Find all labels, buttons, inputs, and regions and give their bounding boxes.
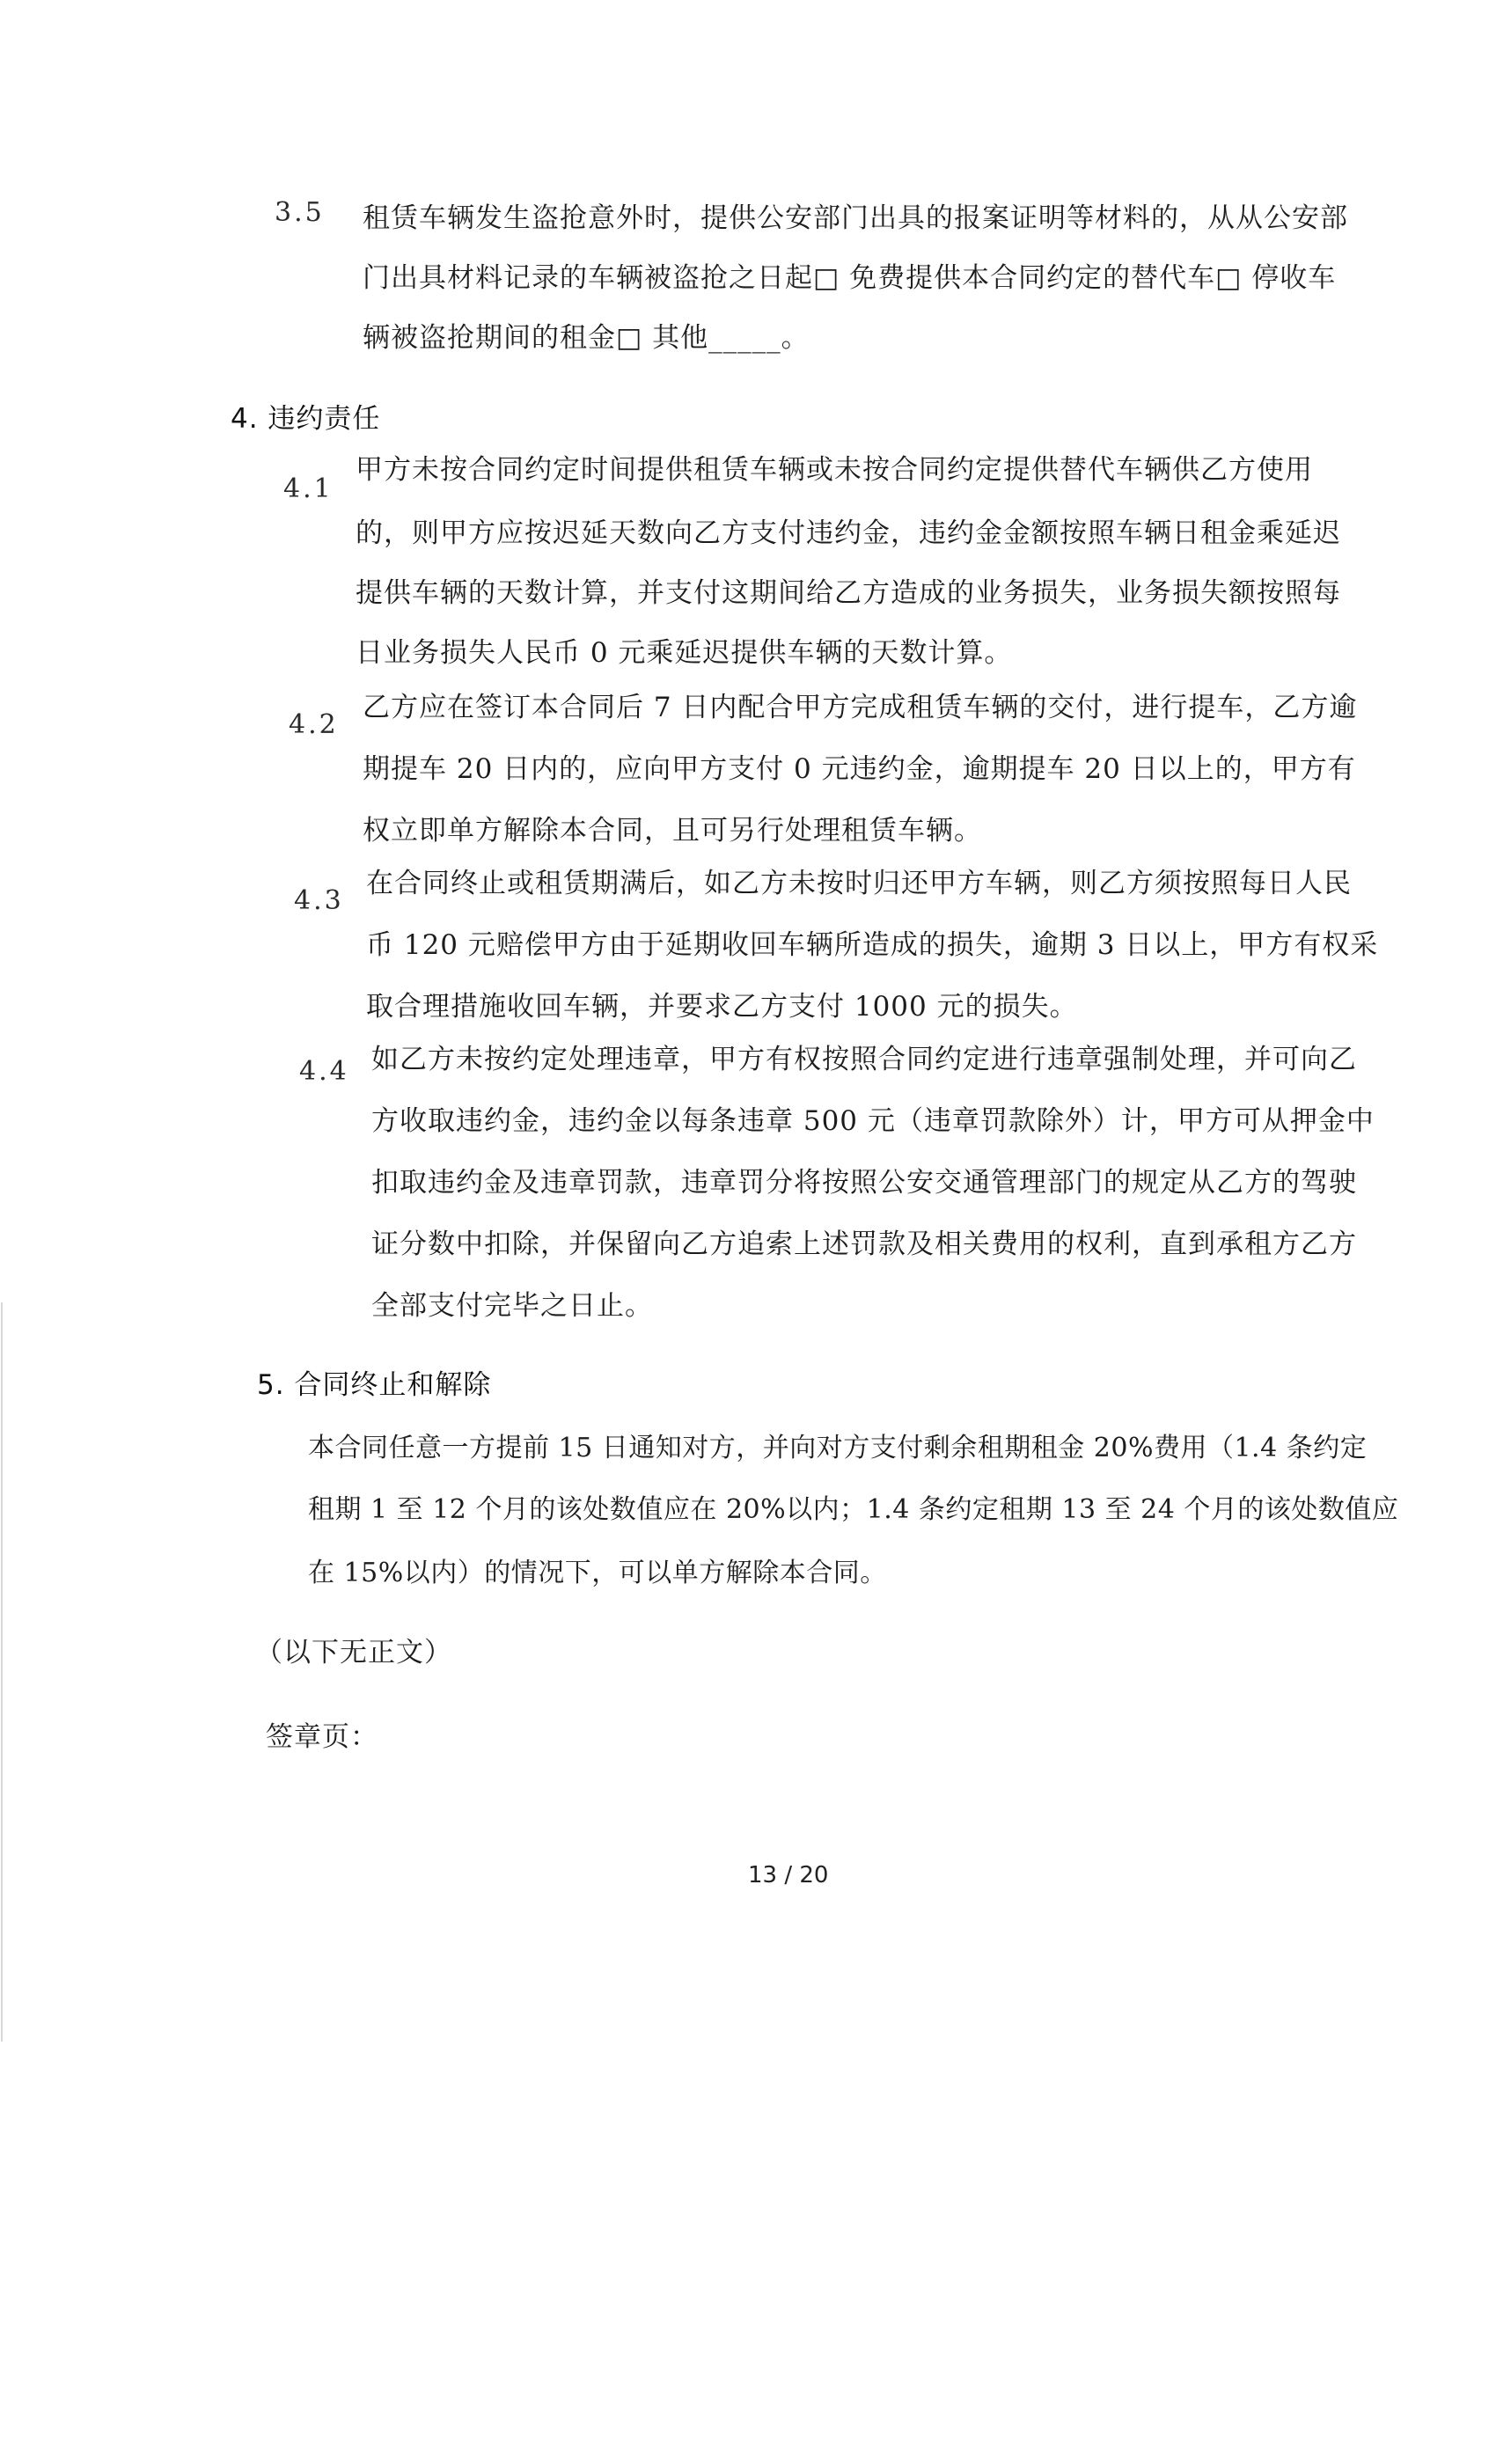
signature-label: 签章页： <box>266 1721 378 1753</box>
clause-line: 权立即单方解除本合同，且可另行处理租赁车辆。 <box>363 815 982 847</box>
clause-number: 3.5 <box>275 197 325 228</box>
clause-line: 全部支付完毕之日止。 <box>371 1290 653 1322</box>
end-note: （以下无正文） <box>255 1637 452 1668</box>
clause-line: 租赁车辆发生盗抢意外时，提供公安部门出具的报案证明等材料的，从从公安部 <box>363 202 1348 234</box>
clause-number: 4.3 <box>294 885 344 916</box>
clause-line: 方收取违约金，违约金以每条违章 500 元（违章罚款除外）计，甲方可从押金中 <box>371 1105 1375 1137</box>
body-line: 本合同任意一方提前 15 日通知对方，并向对方支付剩余租期租金 20%费用（1.4 条约定 <box>308 1433 1368 1463</box>
section-4-heading: 4. 违约责任 <box>231 403 381 435</box>
clause-number: 4.4 <box>299 1056 349 1087</box>
clause-line: 提供车辆的天数计算，并支付这期间给乙方造成的业务损失，业务损失额按照每 <box>356 577 1341 609</box>
clause-number: 4.1 <box>283 473 334 504</box>
section-5-heading: 5. 合同终止和解除 <box>257 1369 492 1401</box>
scan-edge-line <box>1 1302 3 2042</box>
clause-line: 如乙方未按约定处理违章，甲方有权按照合同约定进行违章强制处理，并可向乙 <box>371 1044 1357 1075</box>
clause-line: 乙方应在签订本合同后 7 日内配合甲方完成租赁车辆的交付，进行提车，乙方逾 <box>363 692 1358 723</box>
clause-line: 扣取违约金及违章罚款，违章罚分将按照公安交通管理部门的规定从乙方的驾驶 <box>371 1167 1357 1199</box>
clause-line: 币 120 元赔偿甲方由于延期收回车辆所造成的损失，逾期 3 日以上，甲方有权采 <box>366 929 1379 961</box>
clause-line: 甲方未按合同约定时间提供租赁车辆或未按合同约定提供替代车辆供乙方使用 <box>356 454 1313 486</box>
clause-line: 门出具材料记录的车辆被盗抢之日起□ 免费提供本合同约定的替代车□ 停收车 <box>363 262 1337 294</box>
clause-number: 4.2 <box>289 709 339 740</box>
clause-line: 的，则甲方应按迟延天数向乙方支付违约金，违约金金额按照车辆日租金乘延迟 <box>356 517 1341 549</box>
body-line: 租期 1 至 12 个月的该处数值应在 20%以内；1.4 条约定租期 13 至 24 个月的该处数值应 <box>308 1494 1399 1525</box>
clause-line: 日业务损失人民币 0 元乘延迟提供车辆的天数计算。 <box>356 637 1013 669</box>
clause-line: 辆被盗抢期间的租金□ 其他_____。 <box>363 322 810 354</box>
page-number: 13 / 20 <box>748 1862 829 1888</box>
clause-line: 取合理措施收回车辆，并要求乙方支付 1000 元的损失。 <box>366 991 1078 1023</box>
clause-line: 证分数中扣除，并保留向乙方追索上述罚款及相关费用的权利，直到承租方乙方 <box>371 1228 1357 1260</box>
clause-line: 期提车 20 日内的，应向甲方支付 0 元违约金，逾期提车 20 日以上的，甲方有 <box>363 753 1356 785</box>
body-line: 在 15%以内）的情况下，可以单方解除本合同。 <box>308 1558 887 1588</box>
clause-line: 在合同终止或租赁期满后，如乙方未按时归还甲方车辆，则乙方须按照每日人民 <box>366 868 1352 899</box>
